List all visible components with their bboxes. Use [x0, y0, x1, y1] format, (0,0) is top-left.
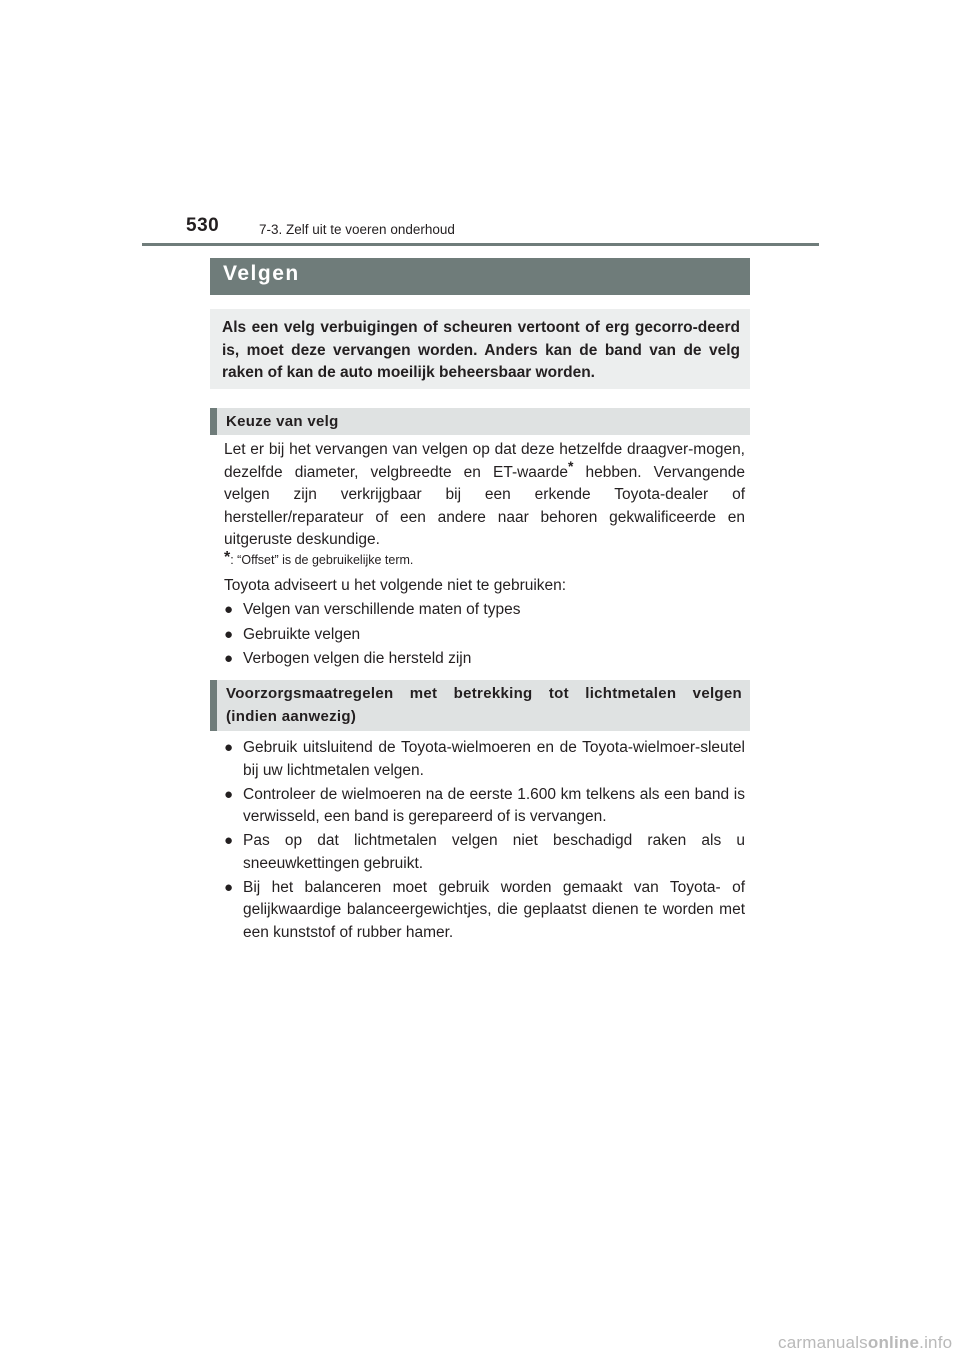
- bullet-icon: ●: [224, 878, 234, 896]
- section-reference: 7-3. Zelf uit te voeren onderhoud: [259, 222, 455, 237]
- section-heading-keuze: Keuze van velg: [210, 408, 750, 435]
- avoid-list: [224, 599, 745, 673]
- rim-selection-paragraph: [224, 439, 745, 552]
- intro-summary: Als een velg verbuigingen of scheuren vertoont of erg gecorro-deerd is, moet deze vervangen worden. Anders kan de band van de velg raken of kan de auto moeilijk beheersbaar worden.: [210, 309, 750, 389]
- bullet-icon: ●: [224, 601, 234, 618]
- rim-selection-text-2: hebben. Vervangende velgen zijn verkrijgbaar bij een erkende Toyota-dealer of hersteller/reparateur of een andere naar behoren gekwalificeerde en uitgeruste deskundige.: [224, 463, 746, 548]
- list-item: ● Bij het balanceren moet gebruik worden gemaakt van Toyota- of gelijkwaardige balanceergewichtjes, die geplaatst dienen te worden met een kunststof of rubber hamer.: [224, 878, 745, 941]
- page-number: 530: [186, 215, 220, 236]
- list-item: ● Controleer de wielmoeren na de eerste 1.600 km telkens als een band is verwisseld, een band is gerepareerd of is vervangen.: [224, 785, 745, 825]
- footnote-text: : “Offset” is de gebruikelijke term.: [230, 553, 414, 567]
- footnote-mark: *: [224, 549, 231, 566]
- bullet-icon: ●: [224, 785, 234, 803]
- footnote: [224, 549, 413, 567]
- watermark: carmanualsonline.info: [778, 1333, 953, 1352]
- section-heading-voorzorg-line2: (indien aanwezig): [226, 707, 357, 725]
- page-title: Velgen: [210, 258, 750, 295]
- bullet-icon: ●: [224, 625, 234, 643]
- list-item: ● Pas op dat lichtmetalen velgen niet beschadigd raken als u sneeuwkettingen gebruikt.: [224, 832, 745, 872]
- alloy-precautions-list: [224, 737, 745, 946]
- bullet-icon: ●: [224, 650, 234, 667]
- bullet-icon: ●: [224, 832, 234, 849]
- advice-line: Toyota adviseert u het volgende niet te gebruiken:: [224, 577, 567, 594]
- list-item: ● Gebruikte velgen: [224, 624, 745, 647]
- list-item: ● Gebruik uitsluitend de Toyota-wielmoeren en de Toyota-wielmoer-sleutel bij uw lichtmetalen velgen.: [224, 739, 745, 779]
- footnote-reference: *: [567, 457, 574, 474]
- list-item: ● Verbogen velgen die hersteld zijn: [224, 648, 745, 671]
- bullet-icon: ●: [224, 739, 234, 756]
- header-rule: [142, 243, 819, 246]
- section-heading-voorzorg: [210, 680, 750, 731]
- section-heading-voorzorg-line1: Voorzorgsmaatregelen met betrekking tot lichtmetalen velgen: [226, 685, 742, 702]
- list-item: ● Velgen van verschillende maten of types: [224, 599, 745, 622]
- rim-selection-text-1: Let er bij het vervangen van velgen op dat deze hetzelfde draagver-mogen, dezelfde diameter, velgbreedte en ET-waarde: [224, 441, 745, 481]
